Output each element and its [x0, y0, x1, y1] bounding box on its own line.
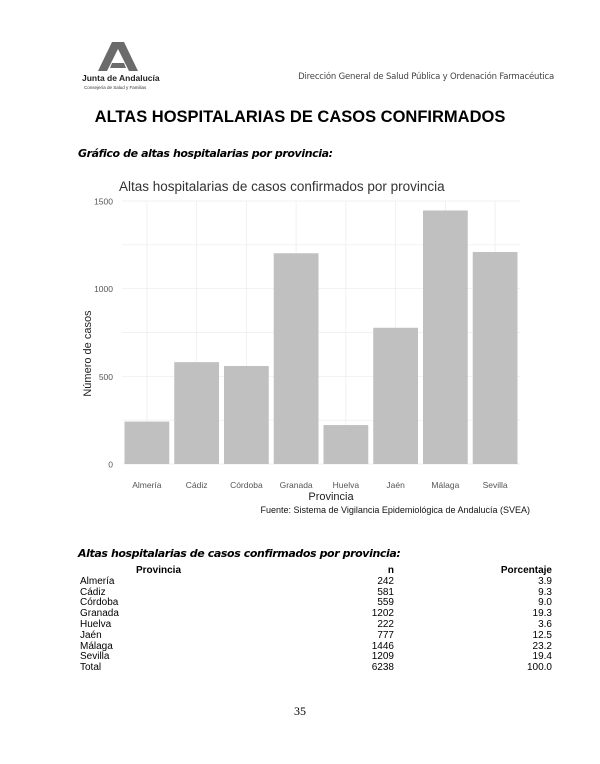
cell-n: 581 — [377, 586, 394, 598]
department-name: Dirección General de Salud Pública y Ordenación Farmacéutica — [298, 72, 554, 82]
x-tick-label: Sevilla — [482, 480, 508, 490]
x-tick-label: Málaga — [431, 480, 460, 490]
page-number: 35 — [294, 704, 306, 718]
cell-porcentaje: 19.4 — [532, 651, 552, 663]
table-row — [78, 609, 554, 620]
table-row — [78, 598, 554, 609]
cell-provincia: Granada — [80, 608, 119, 620]
bar-chart-svg — [70, 175, 540, 520]
cell-provincia: Córdoba — [80, 597, 119, 609]
cell-porcentaje: 19.3 — [532, 608, 552, 620]
junta-logo-icon — [98, 40, 138, 72]
chart-source: Fuente: Sistema de Vigilancia Epidemiológica de Andalucía (SVEA) — [260, 505, 530, 515]
bar — [174, 362, 219, 464]
cell-provincia: Sevilla — [80, 651, 110, 663]
header-n: n — [387, 565, 394, 576]
y-tick-label: 500 — [98, 371, 113, 382]
page-title: ALTAS HOSPITALARIAS DE CASOS CONFIRMADOS — [94, 108, 506, 126]
cell-porcentaje: 9.0 — [538, 597, 552, 609]
table-row — [78, 620, 554, 631]
bar — [373, 328, 418, 464]
table-row — [78, 577, 554, 588]
bar — [124, 422, 169, 464]
bar — [323, 425, 368, 464]
cell-porcentaje: 23.2 — [532, 640, 552, 652]
cell-n: 1202 — [371, 608, 394, 620]
table-row — [78, 642, 554, 653]
logo-name: Junta de Andalucía — [82, 73, 160, 83]
y-tick-label: 1500 — [94, 196, 113, 207]
header-provincia: Provincia — [136, 565, 182, 576]
bar-chart — [70, 175, 540, 520]
header-porcentaje: Porcentaje — [500, 565, 552, 576]
junta-logo — [78, 40, 158, 92]
y-tick-label: 0 — [108, 459, 113, 470]
cell-provincia: Jaén — [80, 629, 102, 641]
cell-porcentaje: 3.9 — [538, 575, 552, 587]
bar — [473, 252, 518, 464]
y-tick-label: 1000 — [94, 284, 113, 295]
cell-porcentaje: 9.3 — [538, 586, 552, 598]
cell-provincia: Almería — [80, 575, 115, 587]
cell-porcentaje: 3.6 — [538, 618, 552, 630]
provincia-table — [78, 566, 554, 674]
table-header — [78, 566, 554, 577]
cell-provincia: Huelva — [80, 618, 112, 630]
cell-n: 222 — [377, 618, 394, 630]
cell-n: 6238 — [371, 662, 394, 674]
cell-porcentaje: 12.5 — [532, 629, 552, 641]
cell-n: 559 — [377, 597, 394, 609]
x-tick-label: Cádiz — [185, 480, 208, 490]
bar — [274, 253, 319, 464]
x-tick-label: Córdoba — [230, 480, 263, 490]
bar — [224, 366, 269, 464]
x-tick-label: Jaén — [386, 480, 405, 490]
logo-subtitle: Consejería de Salud y Familias — [84, 85, 147, 90]
cell-n: 777 — [377, 629, 394, 641]
table-row — [78, 588, 554, 599]
cell-n: 242 — [377, 575, 394, 587]
x-tick-label: Almería — [132, 480, 162, 490]
x-axis-label: Provincia — [308, 491, 354, 503]
cell-n: 1209 — [371, 651, 394, 663]
y-axis-label: Número de casos — [82, 310, 94, 397]
chart-section-label: Gráfico de altas hospitalarias por provincia: — [78, 147, 333, 160]
table-section-label: Altas hospitalarias de casos confirmados por provincia: — [78, 547, 401, 560]
cell-provincia: Málaga — [80, 640, 113, 652]
x-tick-label: Huelva — [332, 480, 360, 490]
x-tick-label: Granada — [279, 480, 313, 490]
cell-provincia: Cádiz — [80, 586, 106, 598]
table-body — [78, 577, 554, 674]
cell-provincia: Total — [80, 662, 102, 674]
bar — [423, 210, 468, 464]
table-row — [78, 652, 554, 663]
cell-n: 1446 — [371, 640, 394, 652]
table-row — [78, 663, 554, 674]
cell-porcentaje: 100.0 — [526, 662, 552, 674]
chart-title: Altas hospitalarias de casos confirmados por provincia — [119, 179, 445, 194]
table-row — [78, 631, 554, 642]
